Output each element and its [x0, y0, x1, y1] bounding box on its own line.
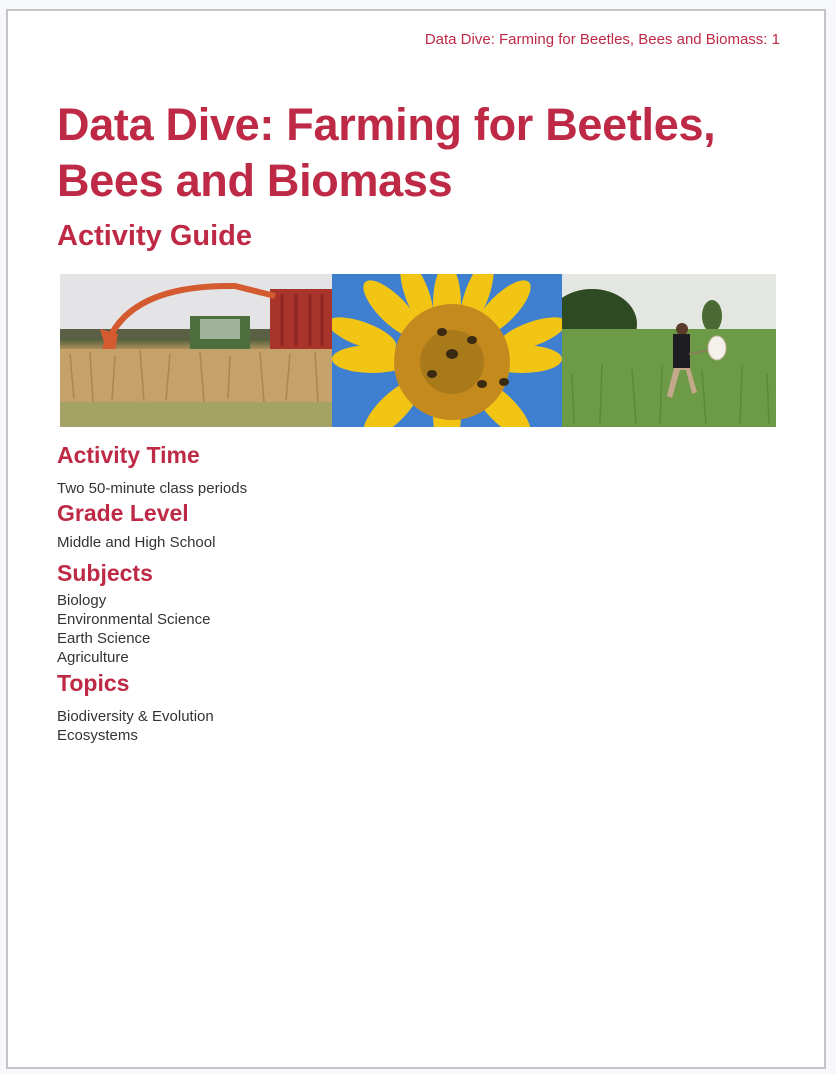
photo-banner [60, 274, 776, 427]
section-heading: Subjects [57, 560, 153, 586]
section-heading: Activity Time [57, 442, 200, 468]
section-subjects [57, 559, 210, 667]
document-title: Data Dive: Farming for Beetles, Bees and Biomass [57, 99, 716, 206]
section-grade-level [57, 499, 215, 552]
field-photo [562, 274, 776, 427]
section-heading: Grade Level [57, 500, 189, 526]
document-page [6, 9, 826, 1069]
list-item: Biodiversity & Evolution [57, 708, 214, 725]
harvester-photo [60, 274, 332, 427]
list-item: Biology [57, 592, 107, 609]
section-heading: Topics [57, 670, 130, 696]
section-activity-time [57, 441, 247, 498]
sunflower-photo [332, 274, 562, 427]
list-item: Middle and High School [57, 534, 216, 551]
list-item: Agriculture [57, 649, 129, 666]
list-item: Two 50-minute class periods [57, 480, 248, 497]
section-topics [57, 669, 214, 745]
list-item: Ecosystems [57, 727, 138, 744]
running-header: Data Dive: Farming for Beetles, Bees and Biomass: 1 [424, 31, 780, 48]
list-item: Environmental Science [57, 611, 211, 628]
list-item: Earth Science [57, 630, 151, 647]
document-subtitle: Activity Guide [57, 220, 252, 252]
